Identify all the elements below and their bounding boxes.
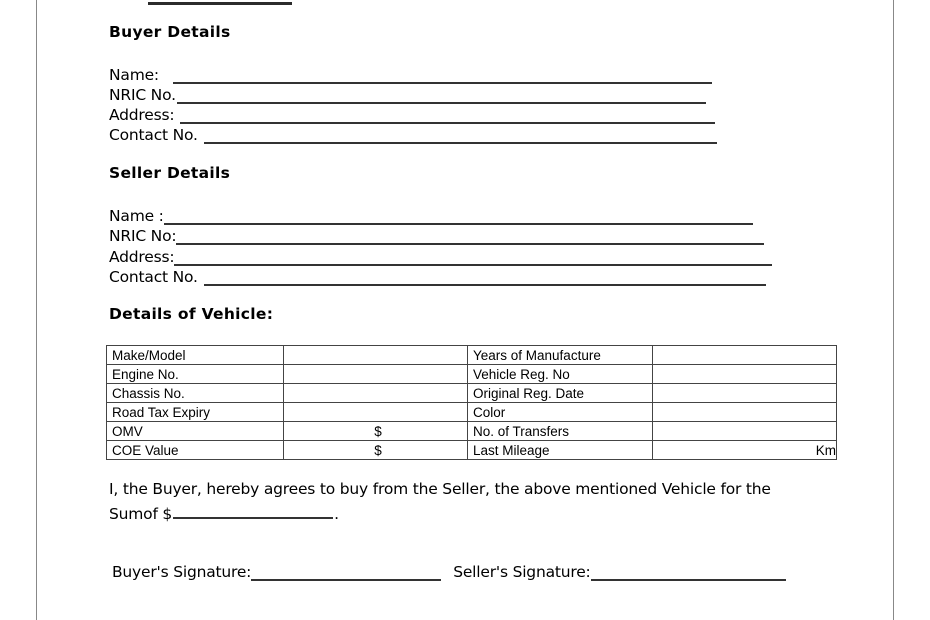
cell-value-color[interactable] xyxy=(653,403,837,422)
declaration-period: . xyxy=(334,505,339,523)
cell-value-no-of-transfers[interactable] xyxy=(653,422,837,441)
buyer-contact-rule[interactable] xyxy=(204,128,717,144)
table-row xyxy=(107,384,837,403)
cell-label-original-reg-date: Original Reg. Date xyxy=(468,384,653,403)
cell-value-road-tax-expiry[interactable] xyxy=(284,403,468,422)
cell-value-original-reg-date[interactable] xyxy=(653,384,837,403)
seller-signature-rule[interactable] xyxy=(591,565,786,581)
buyer-nric-label: NRIC No. xyxy=(109,86,176,104)
seller-nric-rule[interactable] xyxy=(176,229,764,245)
table-row xyxy=(107,422,837,441)
buyer-nric-field[interactable] xyxy=(109,83,706,104)
cell-label-engine-no: Engine No. xyxy=(107,365,284,384)
buyer-address-field[interactable] xyxy=(109,103,715,124)
declaration-line-1: I, the Buyer, hereby agrees to buy from the Seller, the above mentioned Vehicle for the xyxy=(109,480,771,498)
buyer-address-rule[interactable] xyxy=(180,108,715,124)
vehicle-details-heading: Details of Vehicle: xyxy=(109,305,274,323)
cell-label-vehicle-reg-no: Vehicle Reg. No xyxy=(468,365,653,384)
sum-of-label: Sumof $ xyxy=(109,505,173,523)
cell-label-road-tax-expiry: Road Tax Expiry xyxy=(107,403,284,422)
cell-label-last-mileage: Last Mileage xyxy=(468,441,653,460)
seller-contact-rule[interactable] xyxy=(204,270,766,286)
cell-value-vehicle-reg-no[interactable] xyxy=(653,365,837,384)
cell-label-color: Color xyxy=(468,403,653,422)
buyer-signature-label: Buyer's Signature: xyxy=(112,563,252,581)
cell-value-coe-value[interactable]: $ xyxy=(284,441,468,460)
buyer-details-heading: Buyer Details xyxy=(109,23,231,41)
cell-value-chassis-no[interactable] xyxy=(284,384,468,403)
cell-label-chassis-no: Chassis No. xyxy=(107,384,284,403)
seller-contact-label: Contact No. xyxy=(109,268,198,286)
buyer-name-rule[interactable] xyxy=(173,68,712,84)
table-row xyxy=(107,365,837,384)
cell-value-years-of-manufacture[interactable] xyxy=(653,346,837,365)
seller-address-label: Address: xyxy=(109,248,175,266)
seller-address-rule[interactable] xyxy=(174,250,772,266)
buyer-nric-rule[interactable] xyxy=(177,88,706,104)
cell-value-engine-no[interactable] xyxy=(284,365,468,384)
buyer-address-label: Address: xyxy=(109,106,175,124)
cell-value-make-model[interactable] xyxy=(284,346,468,365)
cell-label-make-model: Make/Model xyxy=(107,346,284,365)
cell-label-omv: OMV xyxy=(107,422,284,441)
seller-name-rule[interactable] xyxy=(164,209,753,225)
seller-name-label: Name : xyxy=(109,207,164,225)
buyer-contact-field[interactable] xyxy=(109,123,717,144)
seller-nric-field[interactable] xyxy=(109,224,764,245)
seller-address-field[interactable] xyxy=(109,245,772,266)
declaration-block xyxy=(109,477,809,527)
seller-signature-label: Seller's Signature: xyxy=(453,563,591,581)
seller-nric-label: NRIC No: xyxy=(109,227,177,245)
seller-contact-field[interactable] xyxy=(109,265,766,286)
cell-label-years-of-manufacture: Years of Manufacture xyxy=(468,346,653,365)
vehicle-details-table xyxy=(106,345,837,460)
buyer-signature-rule[interactable] xyxy=(251,565,441,581)
table-row xyxy=(107,346,837,365)
cell-value-omv[interactable]: $ xyxy=(284,422,468,441)
sum-amount-rule[interactable] xyxy=(173,504,333,519)
declaration-line-2 xyxy=(109,502,809,527)
table-row xyxy=(107,441,837,460)
cell-label-no-of-transfers: No. of Transfers xyxy=(468,422,653,441)
cell-label-coe-value: COE Value xyxy=(107,441,284,460)
seller-name-field[interactable] xyxy=(109,204,753,225)
table-row xyxy=(107,403,837,422)
seller-details-heading: Seller Details xyxy=(109,164,231,182)
cell-value-last-mileage[interactable]: Km xyxy=(653,441,837,460)
buyer-name-label: Name: xyxy=(109,66,159,84)
buyer-contact-label: Contact No. xyxy=(109,126,198,144)
buyer-name-field[interactable] xyxy=(109,63,712,84)
signature-row xyxy=(112,563,786,581)
